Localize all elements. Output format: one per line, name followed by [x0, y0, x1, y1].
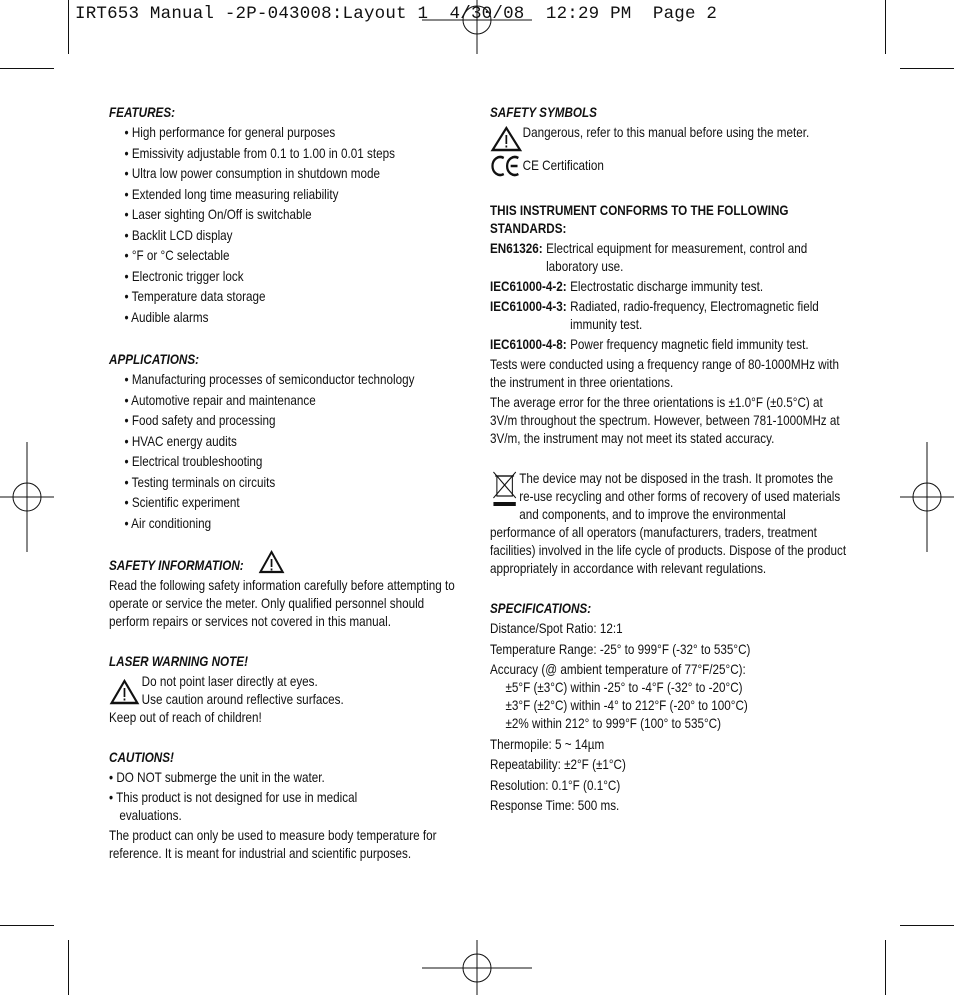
laser-line-3: Keep out of reach of children!	[109, 710, 262, 725]
standard-code: IEC61000-4-2:	[490, 279, 567, 294]
features-heading: FEATURES:	[109, 105, 176, 120]
ce-symbol-text: CE Certification	[522, 158, 604, 173]
spec-thermopile: Thermopile: 5 ~ 14µm	[490, 736, 605, 752]
standard-code: EN61326:	[490, 241, 543, 256]
list-item: • Scientific experiment	[124, 495, 240, 510]
weee-bin-icon	[490, 470, 519, 508]
list-item: • Audible alarms	[124, 309, 209, 325]
crop-mark	[900, 925, 954, 926]
warning-icon	[259, 550, 285, 574]
danger-symbol-row	[490, 124, 847, 152]
standards-paragraph: The average error for the three orientations is ±1.0°F (±0.5°C) at 3V/m throughout the spectrum. However, between 781-1000MHz at 3V/m, the instrument may not meet its stated accuracy.	[490, 395, 840, 446]
list-item: • Backlit LCD display	[124, 227, 233, 243]
list-item: • Ultra low power consumption in shutdown mode	[124, 166, 381, 181]
list-item: • Electronic trigger lock	[124, 268, 244, 284]
standard-row	[490, 278, 847, 296]
caution-item: • DO NOT submerge the unit in the water.	[109, 770, 325, 785]
list-item: • Emissivity adjustable from 0.1 to 1.00 in 0.01 steps	[124, 145, 396, 161]
safety-info-text: Read the following safety information carefully before attempting to operate or service the meter. Only qualified personnel should perform repairs or services not covered in this manual.	[109, 578, 455, 629]
spec-response-time: Response Time: 500 ms.	[490, 798, 620, 813]
crop-mark	[0, 925, 54, 926]
specifications-heading: SPECIFICATIONS:	[490, 601, 592, 616]
spec-repeatability: Repeatability: ±2°F (±1°C)	[490, 757, 626, 772]
registration-mark-right	[900, 442, 954, 552]
spec-accuracy-line: ±3°F (±2°C) within -4° to 212°F (-20° to 100°C)	[505, 698, 748, 713]
ce-mark-icon	[490, 154, 523, 178]
cautions-text: The product can only be used to measure body temperature for reference. It is meant for industrial and scientific purposes.	[109, 828, 437, 861]
standard-text: Electrical equipment for measurement, control and laboratory use.	[546, 241, 808, 274]
standard-code: IEC61000-4-3:	[490, 299, 567, 314]
list-item: • °F or °C selectable	[124, 248, 230, 263]
disposal-block	[490, 470, 847, 578]
left-column	[109, 104, 457, 863]
standards-heading: THIS INSTRUMENT CONFORMS TO THE FOLLOWING STANDARDS:	[490, 203, 789, 236]
spec-range: Temperature Range: -25° to 999°F (-32° to 535°C)	[490, 641, 751, 657]
applications-heading: APPLICATIONS:	[109, 352, 200, 367]
laser-line-1: Do not point laser directly at eyes.	[141, 674, 318, 689]
list-item: • Electrical troubleshooting	[124, 454, 263, 469]
crop-mark	[68, 940, 69, 995]
list-item: • Air conditioning	[124, 515, 212, 531]
safety-info-title: SAFETY INFORMATION:	[109, 558, 244, 573]
standards-paragraph: Tests were conducted using a frequency range of 80-1000MHz with the instrument in three orientations.	[490, 357, 839, 390]
standard-row	[490, 240, 847, 276]
right-column	[490, 104, 847, 818]
standard-code: IEC61000-4-8:	[490, 337, 567, 352]
danger-symbol-text: Dangerous, refer to this manual before using the meter.	[522, 125, 810, 140]
standard-text: Power frequency magnetic field immunity test.	[570, 337, 809, 352]
spec-ratio: Distance/Spot Ratio: 12:1	[490, 621, 623, 636]
list-item: • Temperature data storage	[124, 289, 266, 304]
registration-mark-left	[0, 442, 54, 552]
list-item: • Manufacturing processes of semiconductor technology	[124, 372, 415, 387]
caution-item: • This product is not designed for use in medical	[109, 790, 358, 805]
list-item: • Automotive repair and maintenance	[124, 392, 316, 408]
spec-accuracy-line: ±5°F (±3°C) within -25° to -4°F (-32° to -20°C)	[505, 680, 743, 695]
list-item: • Laser sighting On/Off is switchable	[124, 207, 312, 222]
specifications-list	[490, 620, 847, 815]
standard-text: Electrostatic discharge immunity test.	[570, 279, 764, 294]
registration-mark-top	[422, 0, 532, 54]
safety-info-heading	[109, 557, 457, 575]
list-item: • Testing terminals on circuits	[124, 474, 276, 490]
crop-mark	[0, 68, 54, 69]
safety-symbols-heading: SAFETY SYMBOLS	[490, 105, 597, 120]
registration-mark-bottom	[422, 940, 532, 995]
crop-mark	[885, 0, 886, 54]
standard-row	[490, 336, 847, 354]
warning-icon	[490, 126, 523, 152]
laser-line-2: Use caution around reflective surfaces.	[141, 692, 344, 707]
caution-item-cont: evaluations.	[119, 808, 182, 823]
print-slug: IRT653 Manual -2P-043008:Layout 1 4/30/08 12:29 PM Page 2	[75, 4, 718, 24]
crop-mark	[900, 68, 954, 69]
standard-text: Radiated, radio-frequency, Electromagnetic field immunity test.	[570, 299, 819, 332]
applications-list	[109, 371, 457, 533]
disposal-text: The device may not be disposed in the trash. It promotes the re-use recycling and other forms of recovery of used materials and components, and to improve the environmental performance of all operators (manufacturers, traders, treatment facilities) involved in the life cycle of products. Dispose of the product appropriately in accordance with relevant regulations.	[490, 471, 847, 576]
list-item: • Extended long time measuring reliability	[124, 186, 339, 202]
crop-mark	[885, 940, 886, 995]
laser-warning-block	[109, 673, 457, 709]
crop-mark	[68, 0, 69, 54]
list-item: • High performance for general purposes	[124, 125, 336, 140]
spec-resolution: Resolution: 0.1°F (0.1°C)	[490, 777, 621, 793]
list-item: • HVAC energy audits	[124, 433, 237, 449]
spec-accuracy-line: ±2% within 212° to 999°F (100° to 535°C)	[505, 716, 722, 731]
warning-icon	[109, 679, 140, 705]
spec-accuracy: Accuracy (@ ambient temperature of 77°F/25°C):	[490, 662, 746, 677]
cautions-heading: CAUTIONS!	[109, 750, 174, 765]
list-item: • Food safety and processing	[124, 413, 276, 428]
ce-symbol-row	[490, 154, 847, 178]
laser-heading: LASER WARNING NOTE!	[109, 654, 248, 669]
features-list	[109, 124, 457, 327]
standard-row	[490, 298, 847, 334]
